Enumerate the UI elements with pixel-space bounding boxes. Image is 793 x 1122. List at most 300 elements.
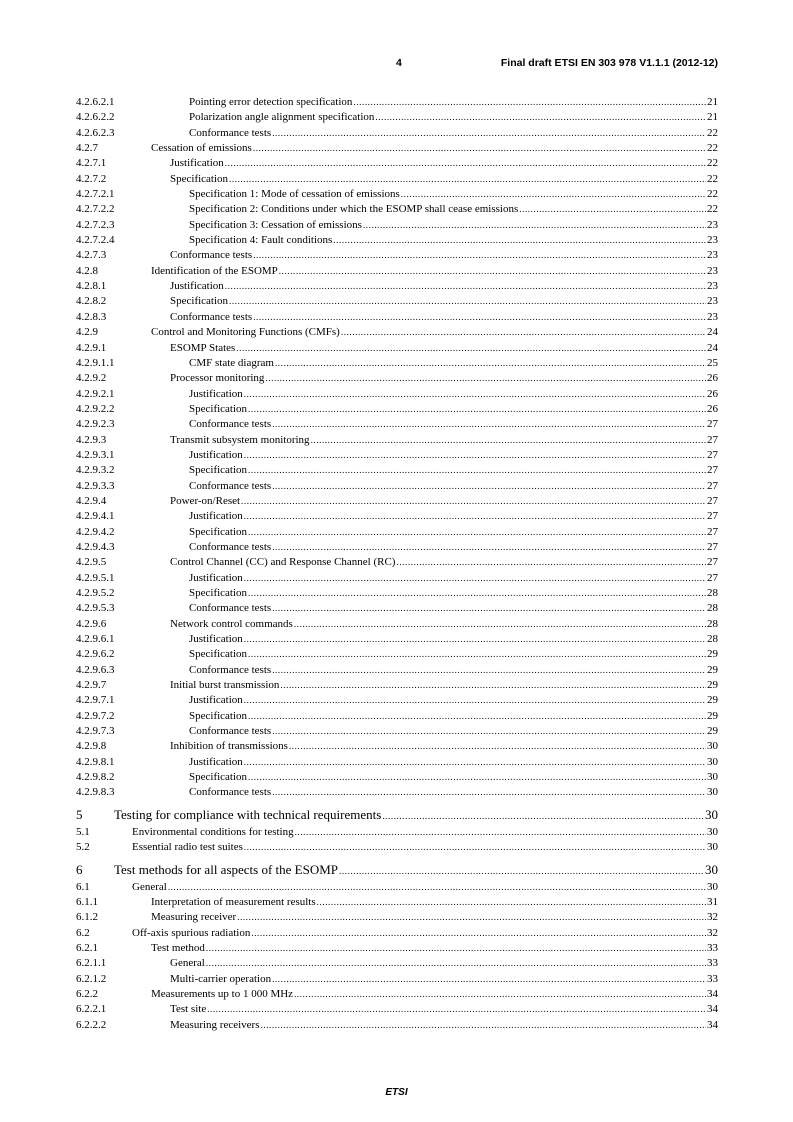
toc-entry-number: 4.2.7.2.3 xyxy=(76,218,115,231)
toc-entry-number: 4.2.9.7.3 xyxy=(76,725,115,738)
toc-entry-page: 27 xyxy=(707,571,718,584)
toc-entry[interactable] xyxy=(76,172,718,187)
toc-leader-dots xyxy=(294,987,706,1002)
toc-entry-title: General xyxy=(170,957,205,970)
toc-entry-page: 30 xyxy=(707,786,718,799)
toc-leader-dots xyxy=(272,417,706,432)
toc-leader-dots xyxy=(168,880,706,895)
toc-entry-page: 24 xyxy=(707,341,718,354)
toc-entry-number: 4.2.6.2.2 xyxy=(76,111,115,124)
toc-leader-dots xyxy=(272,601,706,616)
toc-entry-page: 32 xyxy=(707,911,718,924)
toc-entry[interactable] xyxy=(76,709,718,724)
toc-entry[interactable] xyxy=(76,540,718,555)
toc-entry-page: 33 xyxy=(707,972,718,985)
toc-entry-number: 4.2.9.1 xyxy=(76,341,107,354)
toc-entry-page: 23 xyxy=(707,280,718,293)
toc-entry-title: Conformance tests xyxy=(170,249,253,262)
toc-entry-title: Specification 1: Mode of cessation of emissions xyxy=(189,188,400,201)
toc-entry-title: Justification xyxy=(189,571,243,584)
toc-entry-number: 4.2.7.2.4 xyxy=(76,234,115,247)
toc-entry[interactable] xyxy=(76,825,718,840)
toc-entry[interactable] xyxy=(76,785,718,800)
toc-entry-number: 6.2.2 xyxy=(76,987,98,1000)
toc-leader-dots xyxy=(225,156,706,171)
toc-entry-page: 22 xyxy=(707,172,718,185)
toc-entry-title: Pointing error detection specification xyxy=(189,96,353,108)
toc-entry-page: 32 xyxy=(707,926,718,939)
toc-leader-dots xyxy=(294,617,706,632)
toc-entry-page: 28 xyxy=(707,617,718,630)
toc-entry-page: 30 xyxy=(707,755,718,768)
toc-entry-page: 27 xyxy=(707,418,718,431)
toc-entry-number: 4.2.8 xyxy=(76,264,98,277)
document-title: Final draft ETSI EN 303 978 V1.1.1 (2012-12) xyxy=(500,57,718,69)
toc-entry-page: 27 xyxy=(707,464,718,477)
toc-entry-page: 34 xyxy=(707,987,718,1000)
toc-entry-title: Conformance tests xyxy=(189,126,272,139)
toc-leader-dots xyxy=(206,941,706,956)
toc-entry[interactable] xyxy=(76,433,718,448)
toc-leader-dots xyxy=(248,586,706,601)
toc-leader-dots xyxy=(229,172,706,187)
toc-entry[interactable] xyxy=(76,926,718,941)
toc-entry-number: 5.2 xyxy=(76,841,90,854)
toc-entry[interactable] xyxy=(76,202,718,217)
toc-entry-number: 4.2.6.2.1 xyxy=(76,96,115,108)
toc-entry-title: CMF state diagram xyxy=(189,356,274,369)
toc-entry-title: ESOMP States xyxy=(170,341,236,354)
toc-entry[interactable] xyxy=(76,264,718,279)
toc-entry-title: Power-on/Reset xyxy=(170,494,241,507)
toc-leader-dots xyxy=(289,739,706,754)
table-of-contents xyxy=(76,95,718,1033)
toc-entry-title: Measurements up to 1 000 MHz xyxy=(151,987,294,1000)
toc-entry[interactable] xyxy=(76,387,718,402)
toc-entry[interactable] xyxy=(76,555,718,570)
toc-entry-title: Conformance tests xyxy=(189,786,272,799)
toc-entry-number: 4.2.9.4.2 xyxy=(76,525,115,538)
toc-entry[interactable] xyxy=(76,525,718,540)
toc-entry[interactable] xyxy=(76,632,718,647)
toc-leader-dots xyxy=(382,806,704,825)
toc-entry-page: 22 xyxy=(707,203,718,216)
toc-entry-number: 4.2.9.7.2 xyxy=(76,709,115,722)
toc-entry-title: Specification xyxy=(189,587,248,599)
toc-leader-dots xyxy=(253,141,706,156)
toc-leader-dots xyxy=(280,678,706,693)
toc-entry-number: 4.2.9.4.1 xyxy=(76,510,115,523)
toc-entry-title: Justification xyxy=(189,387,243,400)
toc-entry[interactable] xyxy=(76,860,718,880)
toc-entry-title: Specification xyxy=(189,771,248,784)
toc-entry-page: 33 xyxy=(707,957,718,970)
toc-entry-number: 6 xyxy=(76,861,83,877)
toc-entry-number: 4.2.6.2.3 xyxy=(76,126,115,139)
toc-entry[interactable] xyxy=(76,647,718,662)
toc-entry-number: 4.2.9.5.3 xyxy=(76,602,115,615)
toc-entry-number: 4.2.8.2 xyxy=(76,295,107,308)
toc-leader-dots xyxy=(248,709,706,724)
toc-entry[interactable] xyxy=(76,218,718,233)
toc-entry-page: 28 xyxy=(707,602,718,615)
toc-entry[interactable] xyxy=(76,956,718,971)
toc-entry-page: 29 xyxy=(707,694,718,707)
toc-entry-number: 4.2.9.5.2 xyxy=(76,587,115,599)
toc-leader-dots xyxy=(317,895,706,910)
toc-entry-page: 27 xyxy=(707,540,718,553)
toc-entry-page: 23 xyxy=(707,310,718,323)
toc-entry-number: 4.2.9.2 xyxy=(76,372,107,385)
toc-entry-page: 29 xyxy=(707,648,718,661)
toc-entry-number: 4.2.9.3.1 xyxy=(76,448,115,461)
toc-entry[interactable] xyxy=(76,279,718,294)
toc-entry[interactable] xyxy=(76,601,718,616)
toc-entry-title: Testing for compliance with technical requirements xyxy=(114,806,382,822)
toc-leader-dots xyxy=(248,647,706,662)
toc-entry-number: 4.2.7.2 xyxy=(76,172,107,185)
toc-entry-number: 4.2.9.8 xyxy=(76,740,107,753)
toc-entry-number: 4.2.7.2.2 xyxy=(76,203,115,216)
toc-entry-number: 4.2.7.3 xyxy=(76,249,107,262)
footer-logo-text: ETSI xyxy=(385,1087,408,1098)
toc-entry-title: Off-axis spurious radiation xyxy=(132,926,251,939)
toc-entry-title: Conformance tests xyxy=(189,540,272,553)
toc-leader-dots xyxy=(272,663,706,678)
toc-leader-dots xyxy=(333,233,706,248)
toc-entry[interactable] xyxy=(76,141,718,156)
toc-entry[interactable] xyxy=(76,586,718,601)
toc-leader-dots xyxy=(279,264,706,279)
toc-entry-title: Polarization angle alignment specification xyxy=(189,111,375,124)
toc-entry-number: 5.1 xyxy=(76,825,90,838)
toc-entry-page: 27 xyxy=(707,556,718,569)
toc-entry-title: Justification xyxy=(189,755,243,768)
toc-entry-page: 22 xyxy=(707,188,718,201)
toc-leader-dots xyxy=(244,755,706,770)
toc-leader-dots xyxy=(401,187,706,202)
toc-entry-page: 25 xyxy=(707,356,718,369)
toc-leader-dots xyxy=(244,387,706,402)
toc-entry-number: 4.2.9.2.2 xyxy=(76,402,115,415)
toc-leader-dots xyxy=(272,785,706,800)
toc-entry-page: 24 xyxy=(707,326,718,339)
toc-entry[interactable] xyxy=(76,755,718,770)
toc-leader-dots xyxy=(363,218,706,233)
toc-leader-dots xyxy=(275,356,706,371)
toc-entry-number: 5 xyxy=(76,806,83,822)
toc-entry-title: Specification 2: Conditions under which the ESOMP shall cease emissions xyxy=(189,203,519,216)
toc-leader-dots xyxy=(265,371,706,386)
toc-leader-dots xyxy=(295,825,706,840)
toc-entry-number: 6.2.2.1 xyxy=(76,1003,107,1016)
toc-leader-dots xyxy=(244,693,706,708)
toc-entry-page: 21 xyxy=(707,111,718,124)
toc-leader-dots xyxy=(396,555,706,570)
toc-entry-page: 30 xyxy=(707,841,718,854)
toc-entry-title: Processor monitoring xyxy=(170,372,265,385)
toc-entry-title: Specification xyxy=(189,525,248,538)
toc-entry-number: 4.2.9.3.3 xyxy=(76,479,115,492)
toc-entry-number: 6.1.1 xyxy=(76,895,98,908)
toc-entry[interactable] xyxy=(76,663,718,678)
toc-entry-page: 23 xyxy=(707,234,718,247)
toc-entry-page: 27 xyxy=(707,494,718,507)
toc-entry-number: 4.2.9.7 xyxy=(76,679,107,692)
toc-entry-title: Specification xyxy=(170,172,229,185)
toc-entry-title: Conformance tests xyxy=(189,418,272,431)
toc-entry[interactable] xyxy=(76,341,718,356)
toc-leader-dots xyxy=(272,972,706,987)
toc-entry-page: 30 xyxy=(707,880,718,893)
toc-entry-title: Test method xyxy=(151,941,205,954)
toc-entry-number: 4.2.9.4.3 xyxy=(76,540,115,553)
toc-entry-page: 34 xyxy=(707,1018,718,1031)
toc-entry-number: 4.2.9.7.1 xyxy=(76,694,115,707)
toc-leader-dots xyxy=(248,402,706,417)
toc-entry-title: Conformance tests xyxy=(189,479,272,492)
toc-entry-page: 27 xyxy=(707,525,718,538)
toc-entry-title: Conformance tests xyxy=(189,725,272,738)
toc-entry-title: Test methods for all aspects of the ESOMP xyxy=(114,861,339,877)
toc-entry[interactable] xyxy=(76,941,718,956)
toc-entry-title: Network control commands xyxy=(170,617,293,630)
toc-leader-dots xyxy=(519,202,706,217)
toc-leader-dots xyxy=(253,310,706,325)
toc-entry[interactable] xyxy=(76,248,718,263)
toc-entry-number: 4.2.9.6.3 xyxy=(76,663,115,676)
toc-entry[interactable] xyxy=(76,617,718,632)
toc-entry-number: 6.2.1.1 xyxy=(76,957,107,970)
toc-entry-title: Specification xyxy=(170,295,229,308)
toc-entry-title: Specification xyxy=(189,464,248,477)
toc-entry[interactable] xyxy=(76,571,718,586)
toc-leader-dots xyxy=(251,926,706,941)
toc-entry-title: Environmental conditions for testing xyxy=(132,825,294,838)
toc-entry-title: Identification of the ESOMP xyxy=(151,264,278,277)
toc-entry[interactable] xyxy=(76,294,718,309)
toc-entry[interactable] xyxy=(76,110,718,125)
toc-leader-dots xyxy=(311,433,706,448)
toc-entry[interactable] xyxy=(76,1002,718,1017)
toc-leader-dots xyxy=(244,571,706,586)
toc-entry-number: 4.2.9.4 xyxy=(76,494,107,507)
toc-entry-page: 27 xyxy=(707,510,718,523)
toc-leader-dots xyxy=(272,479,706,494)
toc-entry-title: Cessation of emissions xyxy=(151,142,252,155)
toc-entry-page: 30 xyxy=(707,740,718,753)
toc-entry-title: Multi-carrier operation xyxy=(170,972,272,985)
toc-entry-number: 4.2.9.3.2 xyxy=(76,464,115,477)
toc-entry[interactable] xyxy=(76,325,718,340)
toc-entry-title: Measuring receiver xyxy=(151,911,237,924)
toc-entry-number: 4.2.9.1.1 xyxy=(76,356,115,369)
toc-entry-page: 27 xyxy=(707,433,718,446)
toc-entry-number: 4.2.9.6.2 xyxy=(76,648,115,661)
toc-entry-page: 22 xyxy=(707,157,718,170)
toc-leader-dots xyxy=(236,341,706,356)
page-header xyxy=(76,57,718,73)
toc-entry[interactable] xyxy=(76,693,718,708)
toc-entry[interactable] xyxy=(76,233,718,248)
toc-entry-number: 4.2.7.2.1 xyxy=(76,188,115,201)
toc-entry-page: 23 xyxy=(707,249,718,262)
toc-entry-page: 27 xyxy=(707,479,718,492)
toc-entry-page: 28 xyxy=(707,633,718,646)
toc-entry-number: 6.2.2.2 xyxy=(76,1018,107,1031)
toc-leader-dots xyxy=(244,509,706,524)
toc-entry-number: 4.2.7.1 xyxy=(76,157,107,170)
toc-entry-page: 30 xyxy=(707,771,718,784)
toc-leader-dots xyxy=(248,525,706,540)
toc-entry-number: 4.2.9.8.1 xyxy=(76,755,115,768)
toc-leader-dots xyxy=(341,325,706,340)
toc-entry-page: 26 xyxy=(707,402,718,415)
toc-entry[interactable] xyxy=(76,126,718,141)
toc-entry[interactable] xyxy=(76,895,718,910)
toc-entry-number: 4.2.7 xyxy=(76,142,98,155)
toc-leader-dots xyxy=(244,840,706,855)
toc-entry-number: 4.2.9.2.3 xyxy=(76,418,115,431)
toc-entry-title: Initial burst transmission xyxy=(170,679,280,692)
toc-entry-page: 26 xyxy=(707,387,718,400)
toc-entry[interactable] xyxy=(76,972,718,987)
toc-entry[interactable] xyxy=(76,95,718,110)
toc-entry-page: 22 xyxy=(707,142,718,155)
toc-leader-dots xyxy=(241,494,706,509)
toc-entry-title: Justification xyxy=(189,510,243,523)
toc-entry-page: 30 xyxy=(707,825,718,838)
toc-entry[interactable] xyxy=(76,678,718,693)
toc-leader-dots xyxy=(272,724,706,739)
toc-entry-title: Transmit subsystem monitoring xyxy=(170,433,310,446)
toc-entry-page: 29 xyxy=(707,679,718,692)
toc-entry-number: 4.2.8.1 xyxy=(76,280,107,293)
toc-leader-dots xyxy=(375,110,706,125)
toc-entry-number: 6.1 xyxy=(76,880,90,893)
toc-leader-dots xyxy=(353,95,706,110)
toc-entry-number: 6.2.1 xyxy=(76,941,98,954)
toc-entry-page: 28 xyxy=(707,587,718,599)
toc-entry[interactable] xyxy=(76,805,718,825)
toc-entry[interactable] xyxy=(76,417,718,432)
toc-entry[interactable] xyxy=(76,187,718,202)
toc-entry-page: 30 xyxy=(705,806,718,822)
toc-entry-number: 6.2.1.2 xyxy=(76,972,107,985)
toc-entry[interactable] xyxy=(76,1018,718,1033)
toc-entry[interactable] xyxy=(76,494,718,509)
toc-entry-page: 29 xyxy=(707,663,718,676)
toc-entry-number: 4.2.8.3 xyxy=(76,310,107,323)
toc-entry-title: Justification xyxy=(170,280,224,293)
toc-entry-number: 6.2 xyxy=(76,926,90,939)
toc-entry-title: Conformance tests xyxy=(170,310,253,323)
toc-entry-page: 27 xyxy=(707,448,718,461)
toc-entry[interactable] xyxy=(76,840,718,855)
toc-entry-title: Specification xyxy=(189,709,248,722)
toc-entry-page: 33 xyxy=(707,941,718,954)
toc-entry-title: Interpretation of measurement results xyxy=(151,895,316,908)
toc-leader-dots xyxy=(248,463,706,478)
toc-entry-page: 30 xyxy=(705,861,718,877)
toc-entry-title: Specification 3: Cessation of emissions xyxy=(189,218,362,231)
toc-leader-dots xyxy=(272,126,706,141)
toc-leader-dots xyxy=(339,861,704,880)
toc-leader-dots xyxy=(244,448,706,463)
toc-entry-page: 23 xyxy=(707,264,718,277)
toc-entry-title: Conformance tests xyxy=(189,663,272,676)
toc-entry-page: 26 xyxy=(707,372,718,385)
toc-entry-page: 21 xyxy=(707,96,718,108)
toc-leader-dots xyxy=(237,910,706,925)
page-number: 4 xyxy=(396,57,402,69)
toc-leader-dots xyxy=(253,248,706,263)
toc-entry[interactable] xyxy=(76,310,718,325)
toc-entry[interactable] xyxy=(76,448,718,463)
toc-entry[interactable] xyxy=(76,987,718,1002)
toc-entry-page: 23 xyxy=(707,295,718,308)
toc-entry-title: Specification 4: Fault conditions xyxy=(189,234,333,247)
toc-entry-title: Conformance tests xyxy=(189,602,272,615)
toc-leader-dots xyxy=(207,1002,706,1017)
toc-entry[interactable] xyxy=(76,402,718,417)
toc-entry[interactable] xyxy=(76,463,718,478)
toc-entry-number: 4.2.9.8.2 xyxy=(76,771,115,784)
toc-entry[interactable] xyxy=(76,724,718,739)
toc-entry-title: Inhibition of transmissions xyxy=(170,740,288,753)
toc-entry-title: Control Channel (CC) and Response Channel (RC) xyxy=(170,556,396,569)
toc-entry[interactable] xyxy=(76,356,718,371)
toc-entry[interactable] xyxy=(76,509,718,524)
toc-leader-dots xyxy=(206,956,706,971)
toc-entry-title: Measuring receivers xyxy=(170,1018,260,1031)
toc-entry-page: 29 xyxy=(707,709,718,722)
toc-leader-dots xyxy=(244,632,706,647)
toc-entry-number: 4.2.9.2.1 xyxy=(76,387,115,400)
toc-entry-number: 4.2.9.8.3 xyxy=(76,786,115,799)
toc-entry-title: Essential radio test suites xyxy=(132,841,243,854)
toc-entry-title: Justification xyxy=(189,448,243,461)
toc-entry-title: Justification xyxy=(189,694,243,707)
toc-entry[interactable] xyxy=(76,371,718,386)
toc-entry-page: 34 xyxy=(707,1003,718,1016)
toc-entry-number: 6.1.2 xyxy=(76,911,98,924)
toc-entry-title: Justification xyxy=(189,633,243,646)
toc-entry[interactable] xyxy=(76,156,718,171)
toc-entry-title: Specification xyxy=(189,648,248,661)
toc-entry[interactable] xyxy=(76,910,718,925)
toc-entry-number: 4.2.9 xyxy=(76,326,98,339)
toc-entry-title: Control and Monitoring Functions (CMFs) xyxy=(151,326,340,339)
toc-entry-title: General xyxy=(132,880,167,893)
toc-entry-title: Specification xyxy=(189,402,248,415)
toc-entry-title: Justification xyxy=(170,157,224,170)
toc-entry-number: 4.2.9.5 xyxy=(76,556,107,569)
toc-leader-dots xyxy=(225,279,706,294)
toc-entry[interactable] xyxy=(76,880,718,895)
toc-entry[interactable] xyxy=(76,770,718,785)
toc-entry-page: 29 xyxy=(707,725,718,738)
toc-entry-number: 4.2.9.3 xyxy=(76,433,107,446)
toc-entry[interactable] xyxy=(76,479,718,494)
toc-entry-page: 31 xyxy=(707,895,718,908)
toc-entry-number: 4.2.9.6.1 xyxy=(76,633,115,646)
toc-leader-dots xyxy=(248,770,706,785)
toc-entry[interactable] xyxy=(76,739,718,754)
toc-leader-dots xyxy=(272,540,706,555)
toc-entry-number: 4.2.9.5.1 xyxy=(76,571,115,584)
toc-entry-page: 22 xyxy=(707,126,718,139)
